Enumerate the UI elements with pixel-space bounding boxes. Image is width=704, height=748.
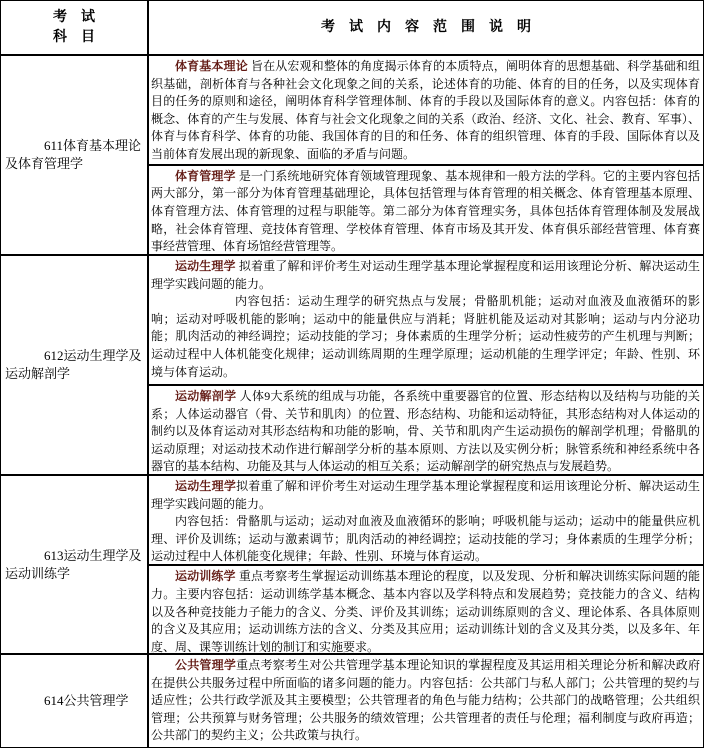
subject-label: 611体育基本理论及体育管理学 [5, 138, 142, 171]
description-cell-612 [149, 256, 703, 474]
subject-label: 612运动生理学及运动解剖学 [5, 348, 142, 381]
description-cell-614 [149, 655, 703, 747]
section-tiyu-jiben-lilun [149, 56, 703, 164]
section-yundong-shenglixue-612 [149, 256, 703, 384]
description-cell-611 [149, 56, 703, 254]
col-header-subject [1, 1, 149, 54]
section-paragraph [151, 388, 700, 474]
col-header-subject-line2: 科 目 [53, 29, 95, 45]
description-cell-613 [149, 476, 703, 653]
section-tiyu-guanlixue [149, 164, 703, 254]
section-title: 体育管理学 [175, 168, 236, 183]
section-yundong-jiepouxue [149, 384, 703, 474]
section-body: 重点考察考生掌握运动训练基本理论的程度，以及发现、分析和解决训练实际问题的能力。主要内容包括：运动训练学基本概念、基本内容以及学科特点和发展趋势；竞技能力的含义、结构以及各种竞技能力子能力的含义、分类、评价及其训练；运动训练原则的含义、理论体系、各具体原则的含义及其应用；运动训练方法的含义、分类及其应用；运动训练计划的含义及其分类，以及多年、年度、周、课等训练计划的制订和实施要求。 [151, 569, 700, 653]
section-paragraph [151, 478, 700, 513]
table-row-614 [1, 653, 703, 747]
section-paragraph [151, 168, 700, 254]
subject-cell-613 [1, 476, 149, 653]
section-content-list: 内容包括：骨骼肌与运动；运动对血液及血液循环的影响；呼吸机能与运动；运动中的能量供应机理、评价及训练；运动与激素调节；肌肉活动的神经调控；运动技能的学习；身体素质的生理学分析；运动过程中人体机能变化规律；年龄、性别、环境与体育运动。 [151, 514, 700, 564]
col-header-description-text: 考 试 内 容 范 围 说 明 [321, 19, 531, 35]
section-body: 重点考察考生对公共管理学基本理论知识的掌握程度及其运用相关理论分析和解决政府在提供公共服务过程中所面临的诸多问题的能力。内容包括：公共部门与私人部门；公共管理的契约与适应性；公共行政学派及其主要模型；公共管理者的角色与能力结构；公共部门的战略管理；公共组织管理；公共预算与财务管理；公共服务的绩效管理；公共管理者的责任与伦理；福利制度与政府再造；公共部门的契约主义；公共政策与执行。 [151, 658, 700, 743]
section-gonggong-guanlixue [149, 655, 703, 747]
section-title: 运动生理学 [175, 259, 236, 273]
section-yundong-xunlianxue [149, 564, 703, 653]
col-header-description [149, 1, 703, 54]
table-row-611 [1, 54, 703, 254]
col-header-subject-line1: 考 试 [53, 9, 95, 25]
section-paragraph [151, 58, 700, 164]
section-title: 体育基本理论 [175, 59, 248, 73]
subject-cell-612 [1, 256, 149, 474]
subject-label: 613运动生理学及运动训练学 [5, 547, 142, 581]
section-paragraph [151, 568, 700, 653]
section-yundong-shenglixue-613 [149, 476, 703, 564]
section-content-list: 内容包括：运动生理学的研究热点与发展；骨骼肌机能；运动对血液及血液循环的影响；运动对呼吸机能的影响；运动中的能量供应与消耗；肾脏机能及运动对其影响；运动与内分泌功能；肌肉活动的神经调控；运动技能的学习；身体素质的生理学分析；运动性疲劳的产生机理与判断；运动过程中人体机能变化规律；运动训练周期的生理学原理；运动机能的生理学评定；年龄、性别、环境与体育运动。 [151, 294, 700, 379]
section-body: 拟着重了解和评价考生对运动生理学基本理论掌握程度和运用该理论分析、解决运动生理学实践问题的能力。 [151, 259, 700, 291]
section-paragraph [151, 258, 700, 293]
subject-cell-611 [1, 56, 149, 254]
table-header-row [1, 1, 703, 54]
subject-cell-614 [1, 655, 149, 747]
section-paragraph [151, 657, 700, 745]
section-title: 运动解剖学 [175, 389, 237, 404]
section-title: 运动训练学 [175, 569, 236, 584]
subject-label: 614公共管理学 [44, 693, 129, 708]
section-title: 运动生理学 [175, 479, 237, 493]
table-row-613 [1, 474, 703, 653]
section-body: 人体9大系统的组成与功能，各系统中重要器官的位置、形态结构以及结构与功能的关系；人体运动器官（骨、关节和肌肉）的位置、形态结构、功能和运动特征，其形态结构对人体运动的制约以及体育运动对其形态结构和功能的影响，骨、关节和肌肉产生运动损伤的解剖学机理；骨骼肌的运动原理；对运动技术动作进行解剖学分析的基本原则、方法以及实例分析；脉管系统和神经系统中各器官的基本结构、功能及其与人体运动的相互关系；运动解剖学的研究热点与发展趋势。 [151, 389, 700, 474]
section-body: 是一门系统地研究体育领域管理现象、基本规律和一般方法的学科。它的主要内容包括两大部分，第一部分为体育管理基础理论，具体包括管理与体育管理的相关概念、体育管理基本原理、体育管理方法、体育管理的过程与职能等。第二部分为体育管理实务，具体包括体育管理体制及发展战略，社会体育管理、竞技体育管理、学校体育管理、体育市场及其开发、体育俱乐部经营管理、体育赛事经营管理、体育场馆经营管理等。 [151, 168, 700, 254]
table-row-612 [1, 254, 703, 474]
section-body: 旨在从宏观和整体的角度揭示体育的本质特点，阐明体育的思想基础、科学基础和组织基础，剖析体育与各种社会文化现象之间的关系，论述体育的功能、体育的目的任务，以及实现体育目的任务的原则和途径，阐明体育科学管理体制、体育的手段以及国际体育的意义。内容包括：体育的概念、体育的产生与发展、体育与社会文化现象之间的关系（政治、经济、文化、社会、教育、军事）、体育与体育科学、体育的功能、我国体育的目的和任务、体育的组织管理、体育的手段、国际体育以及当前体育发展出现的新现象、面临的矛盾与问题。 [151, 59, 700, 161]
section-body: 拟着重了解和评价考生对运动生理学基本理论掌握程度和运用该理论分析、解决运动生理学实践问题的能力。 [151, 479, 700, 511]
section-title: 公共管理学 [175, 658, 237, 672]
